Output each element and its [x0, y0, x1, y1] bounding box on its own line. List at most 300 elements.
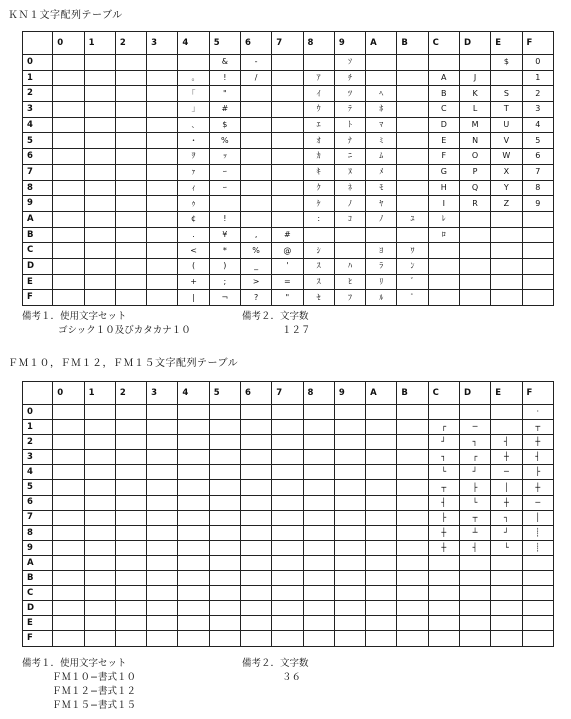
- character-cell: [366, 480, 397, 495]
- character-cell: [428, 274, 459, 290]
- character-cell: [53, 227, 84, 243]
- character-cell: [84, 274, 115, 290]
- character-cell: [115, 117, 146, 133]
- column-header: 5: [209, 32, 240, 55]
- character-cell: [303, 420, 334, 435]
- row-header: B: [23, 571, 53, 586]
- character-cell: [240, 133, 271, 149]
- character-cell: X: [491, 164, 522, 180]
- character-cell: [366, 435, 397, 450]
- character-cell: [53, 420, 84, 435]
- character-cell: [53, 405, 84, 420]
- table-row: [23, 601, 554, 616]
- character-cell: [240, 196, 271, 212]
- character-cell: J: [459, 70, 490, 86]
- character-cell: [397, 227, 428, 243]
- fm-character-table: [22, 381, 554, 647]
- character-cell: [303, 405, 334, 420]
- character-cell: ├: [522, 465, 554, 480]
- character-cell: (: [178, 258, 209, 274]
- character-cell: [522, 290, 554, 306]
- character-cell: [147, 274, 178, 290]
- column-header: 1: [84, 382, 115, 405]
- character-cell: [84, 102, 115, 118]
- column-header: 4: [178, 382, 209, 405]
- character-cell: ┌: [459, 450, 490, 465]
- character-cell: [240, 450, 271, 465]
- character-cell: [147, 164, 178, 180]
- column-header: 0: [53, 32, 84, 55]
- character-cell: [53, 102, 84, 118]
- character-cell: [459, 405, 490, 420]
- character-cell: [397, 616, 428, 631]
- character-cell: [115, 55, 146, 71]
- character-cell: ): [209, 258, 240, 274]
- character-cell: [53, 117, 84, 133]
- character-cell: ﾔ: [366, 196, 397, 212]
- character-cell: [272, 117, 303, 133]
- character-cell: U: [491, 117, 522, 133]
- character-cell: ┐: [459, 435, 490, 450]
- character-cell: [240, 102, 271, 118]
- character-cell: [272, 631, 303, 646]
- character-cell: [459, 571, 490, 586]
- character-cell: C: [428, 102, 459, 118]
- row-header: F: [23, 631, 53, 646]
- character-cell: [147, 86, 178, 102]
- character-cell: [397, 525, 428, 540]
- character-cell: [303, 480, 334, 495]
- character-cell: [459, 631, 490, 646]
- character-cell: [491, 420, 522, 435]
- row-header: 6: [23, 149, 53, 165]
- character-cell: [397, 540, 428, 555]
- character-cell: ｽ: [303, 258, 334, 274]
- character-cell: [84, 196, 115, 212]
- character-cell: [115, 450, 146, 465]
- character-cell: ﾙ: [366, 290, 397, 306]
- character-cell: #: [209, 102, 240, 118]
- character-cell: [209, 631, 240, 646]
- character-cell: ': [272, 258, 303, 274]
- character-cell: ﾜ: [397, 243, 428, 259]
- character-cell: [272, 495, 303, 510]
- character-cell: ﾊ: [334, 258, 365, 274]
- character-cell: ┤: [491, 435, 522, 450]
- character-cell: [522, 571, 554, 586]
- character-cell: [428, 405, 459, 420]
- character-cell: ｲ: [303, 86, 334, 102]
- character-cell: [53, 196, 84, 212]
- character-cell: ?: [240, 290, 271, 306]
- character-cell: [397, 133, 428, 149]
- character-cell: [147, 258, 178, 274]
- column-header: 9: [334, 382, 365, 405]
- table-row: [23, 86, 554, 102]
- character-cell: ﾆ: [334, 149, 365, 165]
- character-cell: [209, 586, 240, 601]
- table-row: [23, 555, 554, 570]
- character-cell: [334, 480, 365, 495]
- character-cell: 2: [522, 86, 554, 102]
- character-cell: [491, 555, 522, 570]
- character-cell: ├: [428, 510, 459, 525]
- character-cell: [334, 405, 365, 420]
- row-header: E: [23, 274, 53, 290]
- character-cell: [459, 555, 490, 570]
- column-header: 2: [115, 382, 146, 405]
- character-cell: [428, 258, 459, 274]
- column-header: 4: [178, 32, 209, 55]
- character-cell: [459, 586, 490, 601]
- character-cell: [397, 495, 428, 510]
- character-cell: [209, 571, 240, 586]
- character-cell: ﾂ: [334, 86, 365, 102]
- character-cell: [84, 571, 115, 586]
- character-cell: [209, 405, 240, 420]
- character-cell: [178, 510, 209, 525]
- character-cell: [240, 435, 271, 450]
- character-cell: [397, 164, 428, 180]
- column-header: 0: [53, 382, 84, 405]
- character-cell: ┼: [428, 525, 459, 540]
- character-cell: [147, 180, 178, 196]
- character-cell: [240, 465, 271, 480]
- character-cell: |: [178, 290, 209, 306]
- character-cell: K: [459, 86, 490, 102]
- character-cell: [303, 571, 334, 586]
- character-cell: [397, 601, 428, 616]
- character-cell: [491, 211, 522, 227]
- character-cell: [178, 435, 209, 450]
- character-cell: [522, 631, 554, 646]
- character-cell: [366, 450, 397, 465]
- character-cell: [428, 586, 459, 601]
- character-cell: ┘: [491, 525, 522, 540]
- character-cell: [491, 616, 522, 631]
- character-cell: #: [272, 227, 303, 243]
- character-cell: [84, 211, 115, 227]
- character-cell: [53, 495, 84, 510]
- character-cell: ﾌ: [334, 290, 365, 306]
- character-cell: [147, 586, 178, 601]
- character-cell: [272, 86, 303, 102]
- table-row: [23, 274, 554, 290]
- character-cell: [366, 555, 397, 570]
- character-cell: O: [459, 149, 490, 165]
- character-cell: ｴ: [303, 117, 334, 133]
- column-header: 2: [115, 32, 146, 55]
- character-cell: [240, 616, 271, 631]
- character-cell: [84, 420, 115, 435]
- character-cell: .: [178, 227, 209, 243]
- character-cell: [84, 290, 115, 306]
- character-cell: [115, 102, 146, 118]
- table-row: [23, 571, 554, 586]
- character-cell: │: [522, 510, 554, 525]
- character-cell: $: [209, 117, 240, 133]
- character-cell: [397, 480, 428, 495]
- character-cell: ": [272, 290, 303, 306]
- column-header: 3: [147, 382, 178, 405]
- character-cell: [240, 211, 271, 227]
- character-cell: ﾎ: [366, 102, 397, 118]
- character-cell: [397, 510, 428, 525]
- character-cell: [115, 571, 146, 586]
- character-cell: [334, 525, 365, 540]
- character-cell: [397, 55, 428, 71]
- character-cell: [397, 117, 428, 133]
- character-cell: [115, 465, 146, 480]
- row-header: A: [23, 211, 53, 227]
- character-cell: _: [240, 258, 271, 274]
- character-cell: [303, 525, 334, 540]
- row-header: 1: [23, 420, 53, 435]
- character-cell: [240, 180, 271, 196]
- character-cell: ｰ: [209, 164, 240, 180]
- table2-title: ＦＭ１０，ＦＭ１２，ＦＭ１５文字配列テーブル: [8, 358, 239, 369]
- character-cell: S: [491, 86, 522, 102]
- character-cell: [334, 616, 365, 631]
- character-cell: [84, 586, 115, 601]
- character-cell: [53, 258, 84, 274]
- character-cell: ┼: [491, 450, 522, 465]
- character-cell: ┤: [459, 540, 490, 555]
- character-cell: ･: [178, 133, 209, 149]
- character-cell: ｱ: [303, 70, 334, 86]
- table1-note2-value: １２７: [282, 325, 311, 336]
- table-row: [23, 450, 554, 465]
- character-cell: [178, 525, 209, 540]
- character-cell: ¥: [209, 227, 240, 243]
- character-cell: ┼: [522, 480, 554, 495]
- character-cell: [366, 601, 397, 616]
- character-cell: [303, 227, 334, 243]
- character-cell: ｾ: [303, 290, 334, 306]
- character-cell: V: [491, 133, 522, 149]
- character-cell: [397, 586, 428, 601]
- character-cell: B: [428, 86, 459, 102]
- character-cell: N: [459, 133, 490, 149]
- character-cell: [397, 70, 428, 86]
- character-cell: [115, 149, 146, 165]
- character-cell: %: [240, 243, 271, 259]
- character-cell: [178, 601, 209, 616]
- character-cell: [397, 149, 428, 165]
- character-cell: [178, 480, 209, 495]
- row-header: 4: [23, 117, 53, 133]
- character-cell: [53, 480, 84, 495]
- character-cell: [272, 405, 303, 420]
- character-cell: G: [428, 164, 459, 180]
- table-row: [23, 180, 554, 196]
- character-cell: [147, 55, 178, 71]
- character-cell: [272, 525, 303, 540]
- table-row: [23, 290, 554, 306]
- character-cell: [303, 450, 334, 465]
- character-cell: ﾛ: [428, 227, 459, 243]
- column-header: 7: [272, 32, 303, 55]
- character-cell: [491, 227, 522, 243]
- row-header: 7: [23, 164, 53, 180]
- character-cell: [334, 420, 365, 435]
- table-row: [23, 70, 554, 86]
- character-cell: [147, 102, 178, 118]
- character-cell: [53, 70, 84, 86]
- character-cell: ;: [209, 274, 240, 290]
- character-cell: [366, 510, 397, 525]
- row-header: 0: [23, 405, 53, 420]
- character-cell: [459, 55, 490, 71]
- row-header: 3: [23, 450, 53, 465]
- character-cell: [115, 495, 146, 510]
- character-cell: ┬: [522, 420, 554, 435]
- character-cell: [84, 480, 115, 495]
- character-cell: ｼ: [303, 243, 334, 259]
- character-cell: [84, 465, 115, 480]
- character-cell: [397, 86, 428, 102]
- column-header: B: [397, 382, 428, 405]
- table-row: [23, 149, 554, 165]
- character-cell: [53, 586, 84, 601]
- character-cell: [84, 405, 115, 420]
- character-cell: ﾕ: [397, 211, 428, 227]
- character-cell: [53, 180, 84, 196]
- character-cell: [522, 555, 554, 570]
- character-cell: [115, 274, 146, 290]
- character-cell: [303, 465, 334, 480]
- table-row: [23, 196, 554, 212]
- row-header: 2: [23, 86, 53, 102]
- character-cell: [491, 290, 522, 306]
- character-cell: [84, 601, 115, 616]
- row-header: F: [23, 290, 53, 306]
- character-cell: [84, 149, 115, 165]
- character-cell: ﾏ: [366, 117, 397, 133]
- table-row: [23, 420, 554, 435]
- character-cell: ,: [240, 227, 271, 243]
- character-cell: [53, 149, 84, 165]
- character-cell: [272, 133, 303, 149]
- character-cell: [334, 243, 365, 259]
- character-cell: ﾖ: [366, 243, 397, 259]
- character-cell: [491, 258, 522, 274]
- character-cell: [209, 616, 240, 631]
- character-cell: [459, 211, 490, 227]
- table1-note1-value: ゴシック１０及びカタカナ１０: [58, 325, 191, 336]
- character-cell: ┐: [491, 510, 522, 525]
- character-cell: [522, 616, 554, 631]
- character-cell: [397, 450, 428, 465]
- character-cell: ¬: [209, 290, 240, 306]
- column-header: E: [491, 382, 522, 405]
- character-cell: [397, 196, 428, 212]
- character-cell: [272, 450, 303, 465]
- character-cell: ┘: [459, 465, 490, 480]
- character-cell: [334, 227, 365, 243]
- character-cell: [366, 540, 397, 555]
- character-cell: [53, 243, 84, 259]
- character-cell: M: [459, 117, 490, 133]
- character-cell: ﾒ: [366, 164, 397, 180]
- character-cell: [115, 290, 146, 306]
- corner-cell: [23, 382, 53, 405]
- character-cell: [522, 227, 554, 243]
- character-cell: [209, 540, 240, 555]
- character-cell: ﾅ: [334, 133, 365, 149]
- character-cell: [84, 450, 115, 465]
- character-cell: ｵ: [303, 133, 334, 149]
- character-cell: [115, 405, 146, 420]
- character-cell: [147, 525, 178, 540]
- row-header: 1: [23, 70, 53, 86]
- character-cell: [240, 555, 271, 570]
- character-cell: ﾐ: [366, 133, 397, 149]
- character-cell: ｦ: [178, 149, 209, 165]
- row-header: 5: [23, 133, 53, 149]
- character-cell: ﾇ: [334, 164, 365, 180]
- character-cell: [272, 211, 303, 227]
- row-header: A: [23, 555, 53, 570]
- character-cell: ┊: [522, 540, 554, 555]
- character-cell: [240, 480, 271, 495]
- character-cell: [84, 55, 115, 71]
- character-cell: [303, 55, 334, 71]
- character-cell: [272, 164, 303, 180]
- character-cell: ┤: [522, 450, 554, 465]
- column-header: 8: [303, 382, 334, 405]
- table-row: [23, 102, 554, 118]
- row-header: 4: [23, 465, 53, 480]
- character-cell: [147, 420, 178, 435]
- character-cell: [209, 480, 240, 495]
- character-cell: [209, 196, 240, 212]
- character-cell: [147, 631, 178, 646]
- character-cell: [459, 290, 490, 306]
- character-cell: [397, 465, 428, 480]
- character-cell: [240, 571, 271, 586]
- character-cell: R: [459, 196, 490, 212]
- character-cell: [178, 465, 209, 480]
- character-cell: [115, 601, 146, 616]
- character-cell: /: [240, 70, 271, 86]
- character-cell: [272, 149, 303, 165]
- character-cell: ﾝ: [397, 258, 428, 274]
- character-cell: [272, 510, 303, 525]
- row-header: 0: [23, 55, 53, 71]
- character-cell: [491, 586, 522, 601]
- character-cell: [240, 631, 271, 646]
- character-cell: [84, 86, 115, 102]
- character-cell: [115, 164, 146, 180]
- character-cell: [459, 601, 490, 616]
- character-cell: [366, 405, 397, 420]
- character-cell: [209, 510, 240, 525]
- character-cell: [334, 571, 365, 586]
- character-cell: ┬: [459, 510, 490, 525]
- row-header: B: [23, 227, 53, 243]
- character-cell: [53, 540, 84, 555]
- character-cell: [115, 258, 146, 274]
- character-cell: [428, 631, 459, 646]
- character-cell: ﾉ: [334, 196, 365, 212]
- character-cell: [84, 227, 115, 243]
- character-cell: [303, 631, 334, 646]
- character-cell: │: [491, 480, 522, 495]
- character-cell: ┼: [428, 540, 459, 555]
- table-row: [23, 435, 554, 450]
- character-cell: [240, 525, 271, 540]
